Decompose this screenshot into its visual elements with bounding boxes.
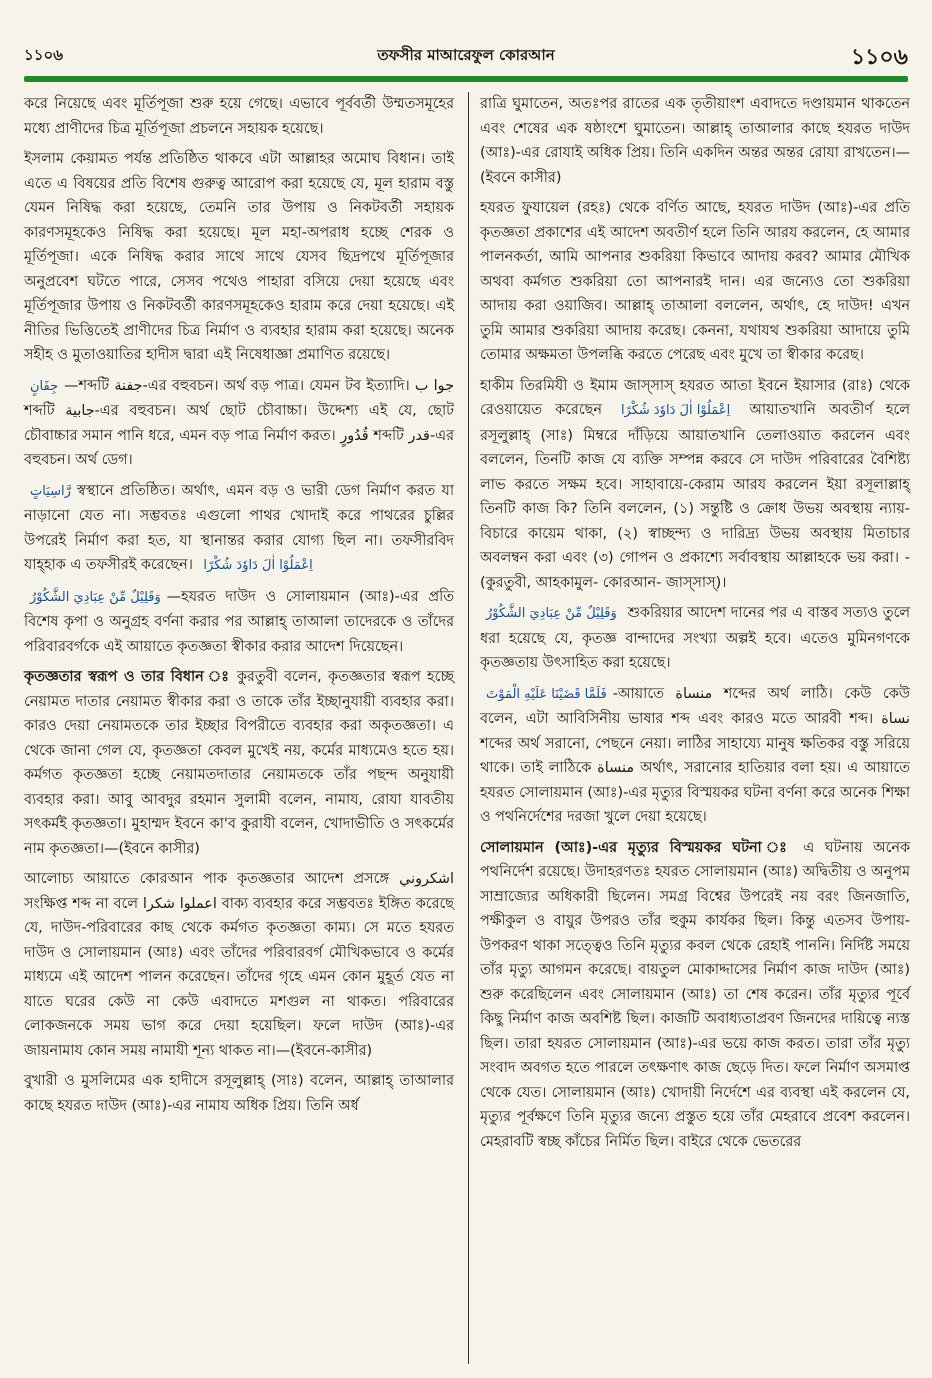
paragraph: হযরত ফুযায়েল (রহঃ) থেকে বর্ণিত আছে, হযরত দাউদ (আঃ)-এর প্রতি কৃতজ্ঞতা প্রকাশের এই আদেশ অবতীর্ণ হলে তিনি আরয করলেন, হে আমার পালনকর্তা, আমি আপনার শুকরিয়া কিভাবে আদায় করব? আমার মৌখিক অথবা কর্মগত শুকরিয়া তো আপনারই দান। এর জন্যেও তো শুকরিয়া আদায় করা ওয়াজিব। আল্লাহ্ তাআলা বললেন, অর্থাৎ, হে দাউদ! এখন তুমি আমার শুকরিয়া আদায় করেছ। কেননা, যথাযথ শুকরিয়া আদায়ে তুমি তোমার অক্ষমতা উপলব্ধি করতে পেরেছ এবং মুখে তা স্বীকার করেছ। xyxy=(480,200,910,363)
paragraph-text: শুকরিয়ার আদেশ দানের পর এ বাস্তব সত্যও তুলে ধরা হয়েছে যে, কৃতজ্ঞ বান্দাদের সংখ্যা অল্পই হবে। এতেও মুমিনগণকে কৃতজ্ঞতায় উৎসাহিত করা হয়েছে। xyxy=(480,605,910,671)
paragraph xyxy=(480,836,910,1155)
left-column xyxy=(24,92,454,1124)
paragraph: বুখারী ও মুসলিমের এক হাদীসে রসূলুল্লাহ্ (সাঃ) বলেন, আল্লাহ্ তাআলার কাছে হযরত দাউদ (আঃ)-এর নামায অধিক প্রিয়। তিনি অর্ধ xyxy=(24,1073,454,1114)
ayah-quote: اِعْمَلُوْا اٰلَ دَاوٗدَ شُكْرًا xyxy=(203,558,313,573)
paragraph-text: স্বস্থানে প্রতিষ্ঠিত। অর্থাৎ, এমন বড় ও ভারী ডেগ নির্মাণ করত যা নাড়ানো যেত না। সম্ভবতঃ এগুলো পাথর খোদাই করে পাথরের চুল্লির উপরেই নির্মাণ করা হত, যা স্থানান্তর করার যোগ্য ছিল না। তফসীরবিদ যাহ্‌হাক এ তফসীরই করেছেন। xyxy=(24,482,454,573)
paragraph-text: —হযরত দাউদ ও সোলায়মান (আঃ)-এর প্রতি বিশেষ কৃপা ও অনুগ্রহ বর্ণনা করার পর আল্লাহ্ তাআলা তাদেরকে ও তাঁদের পরিবারবর্গকে এই আয়াতে কৃতজ্ঞতা স্বীকার করার আদেশ দিয়েছেন। xyxy=(24,588,454,655)
ayah-quote: اِعْمَلُوْا اٰلَ دَاوٗدَ شُكْرًا xyxy=(620,403,731,418)
paragraph xyxy=(24,374,454,473)
page-number-left: ১১০৬ xyxy=(24,46,63,64)
paragraph xyxy=(24,479,454,579)
paragraph xyxy=(480,682,910,830)
section-heading: কৃতজ্ঞতার স্বরূপ ও তার বিধান ঃ xyxy=(24,669,231,685)
right-column xyxy=(480,92,910,1160)
ayah-quote: وَقَلِيْلٌ مِّنْ عِبَادِيَ الشَّكُوْرُ xyxy=(30,589,161,605)
paragraph xyxy=(24,665,454,861)
paragraph-text: এ ঘটনায় অনেক পথনির্দেশ রয়েছে। উদাহরণতঃ হযরত সোলায়মান (আঃ) অদ্বিতীয় ও অনুপম সাম্রাজ্যের অধিকারী ছিলেন। সমগ্র বিশ্বের উপরেই নয় বরং জিনজাতি, পক্ষীকুল ও বায়ুর উপরও তাঁর হুকুম কার্যকর ছিল। কিন্তু এতসব উপায়-উপকরণ থাকা সত্ত্বেও তিনি মৃত্যুর কবল থেকে রেহাই পাননি। নির্দিষ্ট সময়ে তাঁর মৃত্যু আগমন করেছে। বায়তুল মোকাদ্দাসের নির্মাণ কাজ দাউদ (আঃ) শুরু করেছিলেন এবং সোলায়মান (আঃ) তা শেষ করেন। তাঁর মৃত্যুর পূর্বে কিছু নির্মাণ কাজ অবশিষ্ট ছিল। কাজটি অবাধ্যতাপ্রবণ জিনদের দায়িত্বে ন্যস্ত ছিল। তারা হযরত সোলায়মান (আঃ)-এর ভয়ে কাজ করত। তারা তাঁর মৃত্যু সংবাদ অবগত হতে পারলে তৎক্ষণাৎ কাজ ছেড়ে দিত। ফলে নির্মাণ অসমাপ্ত থেকে যেত। সোলায়মান (আঃ) খোদায়ী নির্দেশে এর ব্যবস্থা এই করলেন যে, মৃত্যুর পূর্বক্ষণে তিনি মৃত্যুর জন্যে প্রস্তুত হয়ে তাঁর মেহরাবে প্রবেশ করলেন। মেহরাবটি স্বচ্ছ কাঁচের নির্মিত ছিল। বাইরে থেকে ভেতরের xyxy=(480,839,911,1150)
paragraph-text: -আয়াতে منساة শব্দের অর্থ লাঠি। কেউ কেউ বলেন, এটা আবিসিনীয় ভাষার শব্দ এবং কারও মতে আরবী শব্দ। نساة শব্দের অর্থ সরানো, পেছনে নেয়া। লাঠির সাহায্যে মানুষ ক্ষতিকর বস্তু সরিয়ে থাকে। তাই লাঠিকে منساة অর্থাৎ, সরানোর হাতিয়ার বলা হয়। এ আয়াতে হযরত সোলায়মান (আঃ)-এর মৃত্যুর বিস্ময়কর ঘটনা বর্ণনা করে অনেক শিক্ষা ও পথনির্দেশের দরজা খুলে দেয়া হয়েছে। xyxy=(480,685,910,825)
paragraph xyxy=(480,601,910,676)
paragraph: ইসলাম কেয়ামত পর্যন্ত প্রতিষ্ঠিত থাকবে এটা আল্লাহর অমোঘ বিধান। তাই এতে এ বিষয়ের প্রতি বিশেষ গুরুত্ব আরোপ করা হয়েছে যে, মূল হারাম বস্তু যেমন নিষিদ্ধ করা হয়েছে, তেমনি তার উপায় ও নিকটবর্তী সহায়ক কারণসমূহকেও নিষিদ্ধ করা হয়েছে। মূল মহা-অপরাধ হচ্ছে শেরক ও মূর্তিপূজা। একে নিষিদ্ধ করার সাথে সাথে যেসব ছিদ্রপথে মূর্তিপূজার অনুপ্রবেশ ঘটতে পারে, সেসব পথেও পাহারা বসিয়ে দেয়া হয়েছে এবং মূর্তিপূজার উপায় ও নিকটবর্তী কারণসমূহকেও হারাম করে দেয়া হয়েছে। এই নীতির ভিত্তিতেই প্রাণীদের চিত্র নির্মাণ ও ব্যবহার হারাম করা হয়েছে। অনেক সহীহ ও মুতাওয়াতির হাদীস দ্বারা এই নিষেধাজ্ঞা প্রমাণিত রয়েছে। xyxy=(24,151,454,363)
paragraph: করে নিয়েছে এবং মূর্তিপূজা শুরু হয়ে গেছে। এভাবে পূর্ববর্তী উম্মতসমূহের মধ্যে প্রাণীদের চিত্র মূর্তিপূজা প্রচলনে সহায়ক হয়েছে। xyxy=(24,96,454,137)
column-divider xyxy=(468,92,469,1364)
paragraph-text: আয়াতখানি অবতীর্ণ হলে রসূলুল্লাহ্ (সাঃ) মিম্বরে দাঁড়িয়ে আয়াতখানি তেলাওয়াত করলেন এবং বললেন, তিনটি কাজ যে ব্যক্তি সম্পন্ন করবে সে দাউদ পরিবারের বৈশিষ্ট্য লাভ করতে সক্ষম হবে। সাহাবায়ে-কেরাম আরয করলেন ইয়া রসূলাল্লাহ্ তিনটি কাজ কি? তিনি বললেন, (১) সন্তুষ্টি ও ক্রোধ উভয় অবস্থায় ন্যায়-বিচারে কায়েম থাকা, (২) স্বাচ্ছন্দ্য ও দারিদ্র্য উভয় অবস্থায় মিতাচার অবলম্বন করা এবং (৩) গোপন ও প্রকাশ্যে সর্বাবস্থায় আল্লাহকে ভয় করা। -(কুরতুবী, আহকামুল- কোরআন- জাস্‌সাস্)। xyxy=(480,402,910,591)
paragraph-text: কুরতুবী বলেন, কৃতজ্ঞতার স্বরূপ হচ্ছে নেয়ামত দাতার নেয়ামত স্বীকার করা ও তাকে তাঁর ইচ্ছানুযায়ী ব্যবহার করা। কারও দেয়া নেয়ামতকে তার ইচ্ছার বিপরীতে ব্যবহার করা অকৃতজ্ঞতা। এ থেকে জানা গেল যে, কৃতজ্ঞতা কেবল মুখেই নয়, কর্মের মাধ্যমেও হতে হয়। কর্মগত কৃতজ্ঞতা হচ্ছে নেয়ামতদাতার নেয়ামতকে তাঁর পছন্দ অনুযায়ী ব্যবহার করা। আবু আবদুর রহমান সুলামী বলেন, নামায, রোযা যাবতীয় সৎকর্মই কৃতজ্ঞতা। মুহাম্মদ ইবনে কা'ব কুরাযী বলেন, খোদাভীতি ও সৎকর্মের নাম কৃতজ্ঞতা।—(ইবনে কাসীর) xyxy=(24,669,454,857)
paragraph: আলোচ্য আয়াতে কোরআন পাক কৃতজ্ঞতার আদেশ প্রসঙ্গে اشكروني সংক্ষিপ্ত শব্দ না বলে اعملوا شكرا বাক্য ব্যবহার করে সম্ভবতঃ ইঙ্গিত করেছে যে, দাউদ-পরিবারের কাছ থেকে কর্মগত কৃতজ্ঞতা কাম্য। সে মতে হযরত দাউদ ও সোলায়মান (আঃ) এবং তাঁদের পরিবারবর্গ মৌখিকভাবে ও কর্মের মাধ্যমে এই আদেশ পালন করেছেন। তাঁদের গৃহে এমন কোন মুহূর্ত যেত না যাতে ঘরের কেউ না কেউ এবাদতে মশগুল না থাকত। পরিবারের লোকজনকে সময় ভাগ করে দেয়া হয়েছিল। ফলে দাউদ (আঃ)-এর জায়নামায কোন সময় নামাযী শূন্য থাকত না।—(ইবনে-কাসীর) xyxy=(24,871,454,1059)
paragraph: রাত্রি ঘুমাতেন, অতঃপর রাতের এক তৃতীয়াংশ এবাদতে দণ্ডায়মান থাকতেন এবং শেষের এক ষষ্ঠাংশে ঘুমাতেন। আল্লাহ্ তাআলার কাছে হযরত দাউদ (আঃ)-এর রোযাই অধিক প্রিয়। তিনি একদিন অন্তর অন্তর রোযা রাখতেন।—(ইবনে কাসীর) xyxy=(480,96,910,186)
paragraph xyxy=(480,374,910,596)
arabic-word: رَّاسِيَاتٍ xyxy=(30,483,71,499)
page-header xyxy=(24,40,908,76)
section-heading: সোলায়মান (আঃ)-এর মৃত্যুর বিস্ময়কর ঘটনা ঃ xyxy=(480,839,793,856)
page-number-right: ১১০৬ xyxy=(850,45,908,70)
header-rule xyxy=(24,76,908,82)
paragraph-text: হাকীম তিরমিযী ও ইমাম জাস্‌সাস্ হযরত আতা ইবনে ইয়াসার (রাঃ) থেকে রেওয়ায়েত করেছেন xyxy=(480,377,910,418)
arabic-word: جِفَانٍ xyxy=(30,378,59,394)
text-columns xyxy=(24,92,910,1364)
paragraph-text: —শব্দটি جفنة-এর বহুবচন। অর্থ বড় পাত্র। যেমন টব ইত্যাদি। جوا ب শব্দটি جابية-এর বহুবচন। অর্থ ছোট চৌবাচ্চা। উদ্দেশ্য এই যে, ছোট চৌবাচ্চার সমান পানি ধরে, এমন বড় পাত্র নির্মাণ করত। قُدُورٍ শব্দটি قدر-এর বহুবচন। অর্থ ডেগ। xyxy=(24,377,454,468)
ayah-quote: فَلَمَّا قَضَيْنَا عَلَيْهِ الْمَوْتَ xyxy=(486,686,607,702)
running-title: তফসীর মাআরেফুল কোরআন xyxy=(377,46,555,64)
ayah-quote: وَقَلِيْلٌ مِّنْ عِبَادِيَ الشَّكُوْرُ xyxy=(486,606,617,621)
paragraph xyxy=(24,585,454,660)
